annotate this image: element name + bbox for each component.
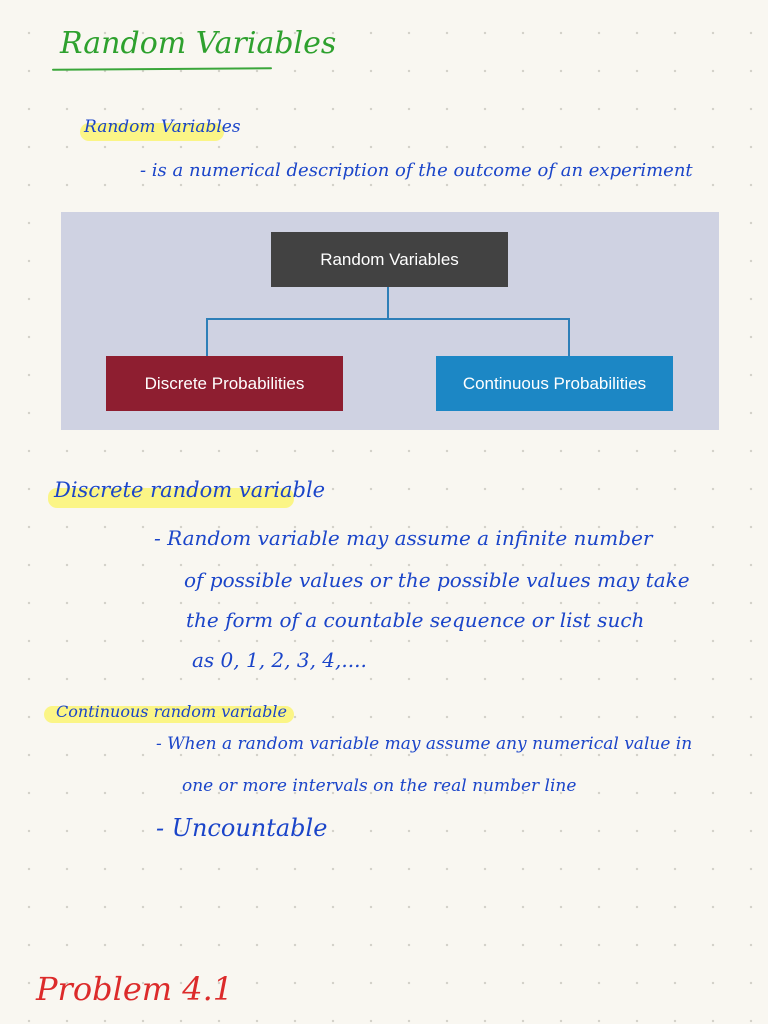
page-title: Random Variables — [60, 26, 337, 61]
continuous-line-2: one or more intervals on the real number line — [182, 776, 577, 796]
section-heading-continuous: Continuous random variable — [56, 702, 287, 721]
discrete-line-2: of possible values or the possible values may take — [184, 568, 690, 592]
title-underline — [52, 67, 272, 71]
continuous-bullet-uncountable: - Uncountable — [156, 814, 328, 842]
discrete-line-4: as 0, 1, 2, 3, 4,.... — [192, 648, 367, 672]
problem-label: Problem 4.1 — [36, 970, 234, 1008]
connector-right-down — [568, 318, 570, 356]
continuous-line-1: - When a random variable may assume any numerical value in — [156, 734, 693, 754]
section-heading-random-variables: Random Variables — [84, 117, 241, 137]
definition-text: - is a numerical description of the outcome of an experiment — [140, 160, 693, 181]
diagram-discrete-box: Discrete Probabilities — [106, 356, 343, 411]
connector-root-down — [387, 287, 389, 319]
discrete-line-1: - Random variable may assume a infinite number — [154, 526, 653, 550]
discrete-line-3: the form of a countable sequence or list such — [186, 608, 645, 632]
section-heading-discrete: Discrete random variable — [54, 478, 326, 502]
connector-horizontal — [206, 318, 570, 320]
connector-left-down — [206, 318, 208, 356]
diagram-continuous-box: Continuous Probabilities — [436, 356, 673, 411]
diagram-root-box: Random Variables — [271, 232, 508, 287]
